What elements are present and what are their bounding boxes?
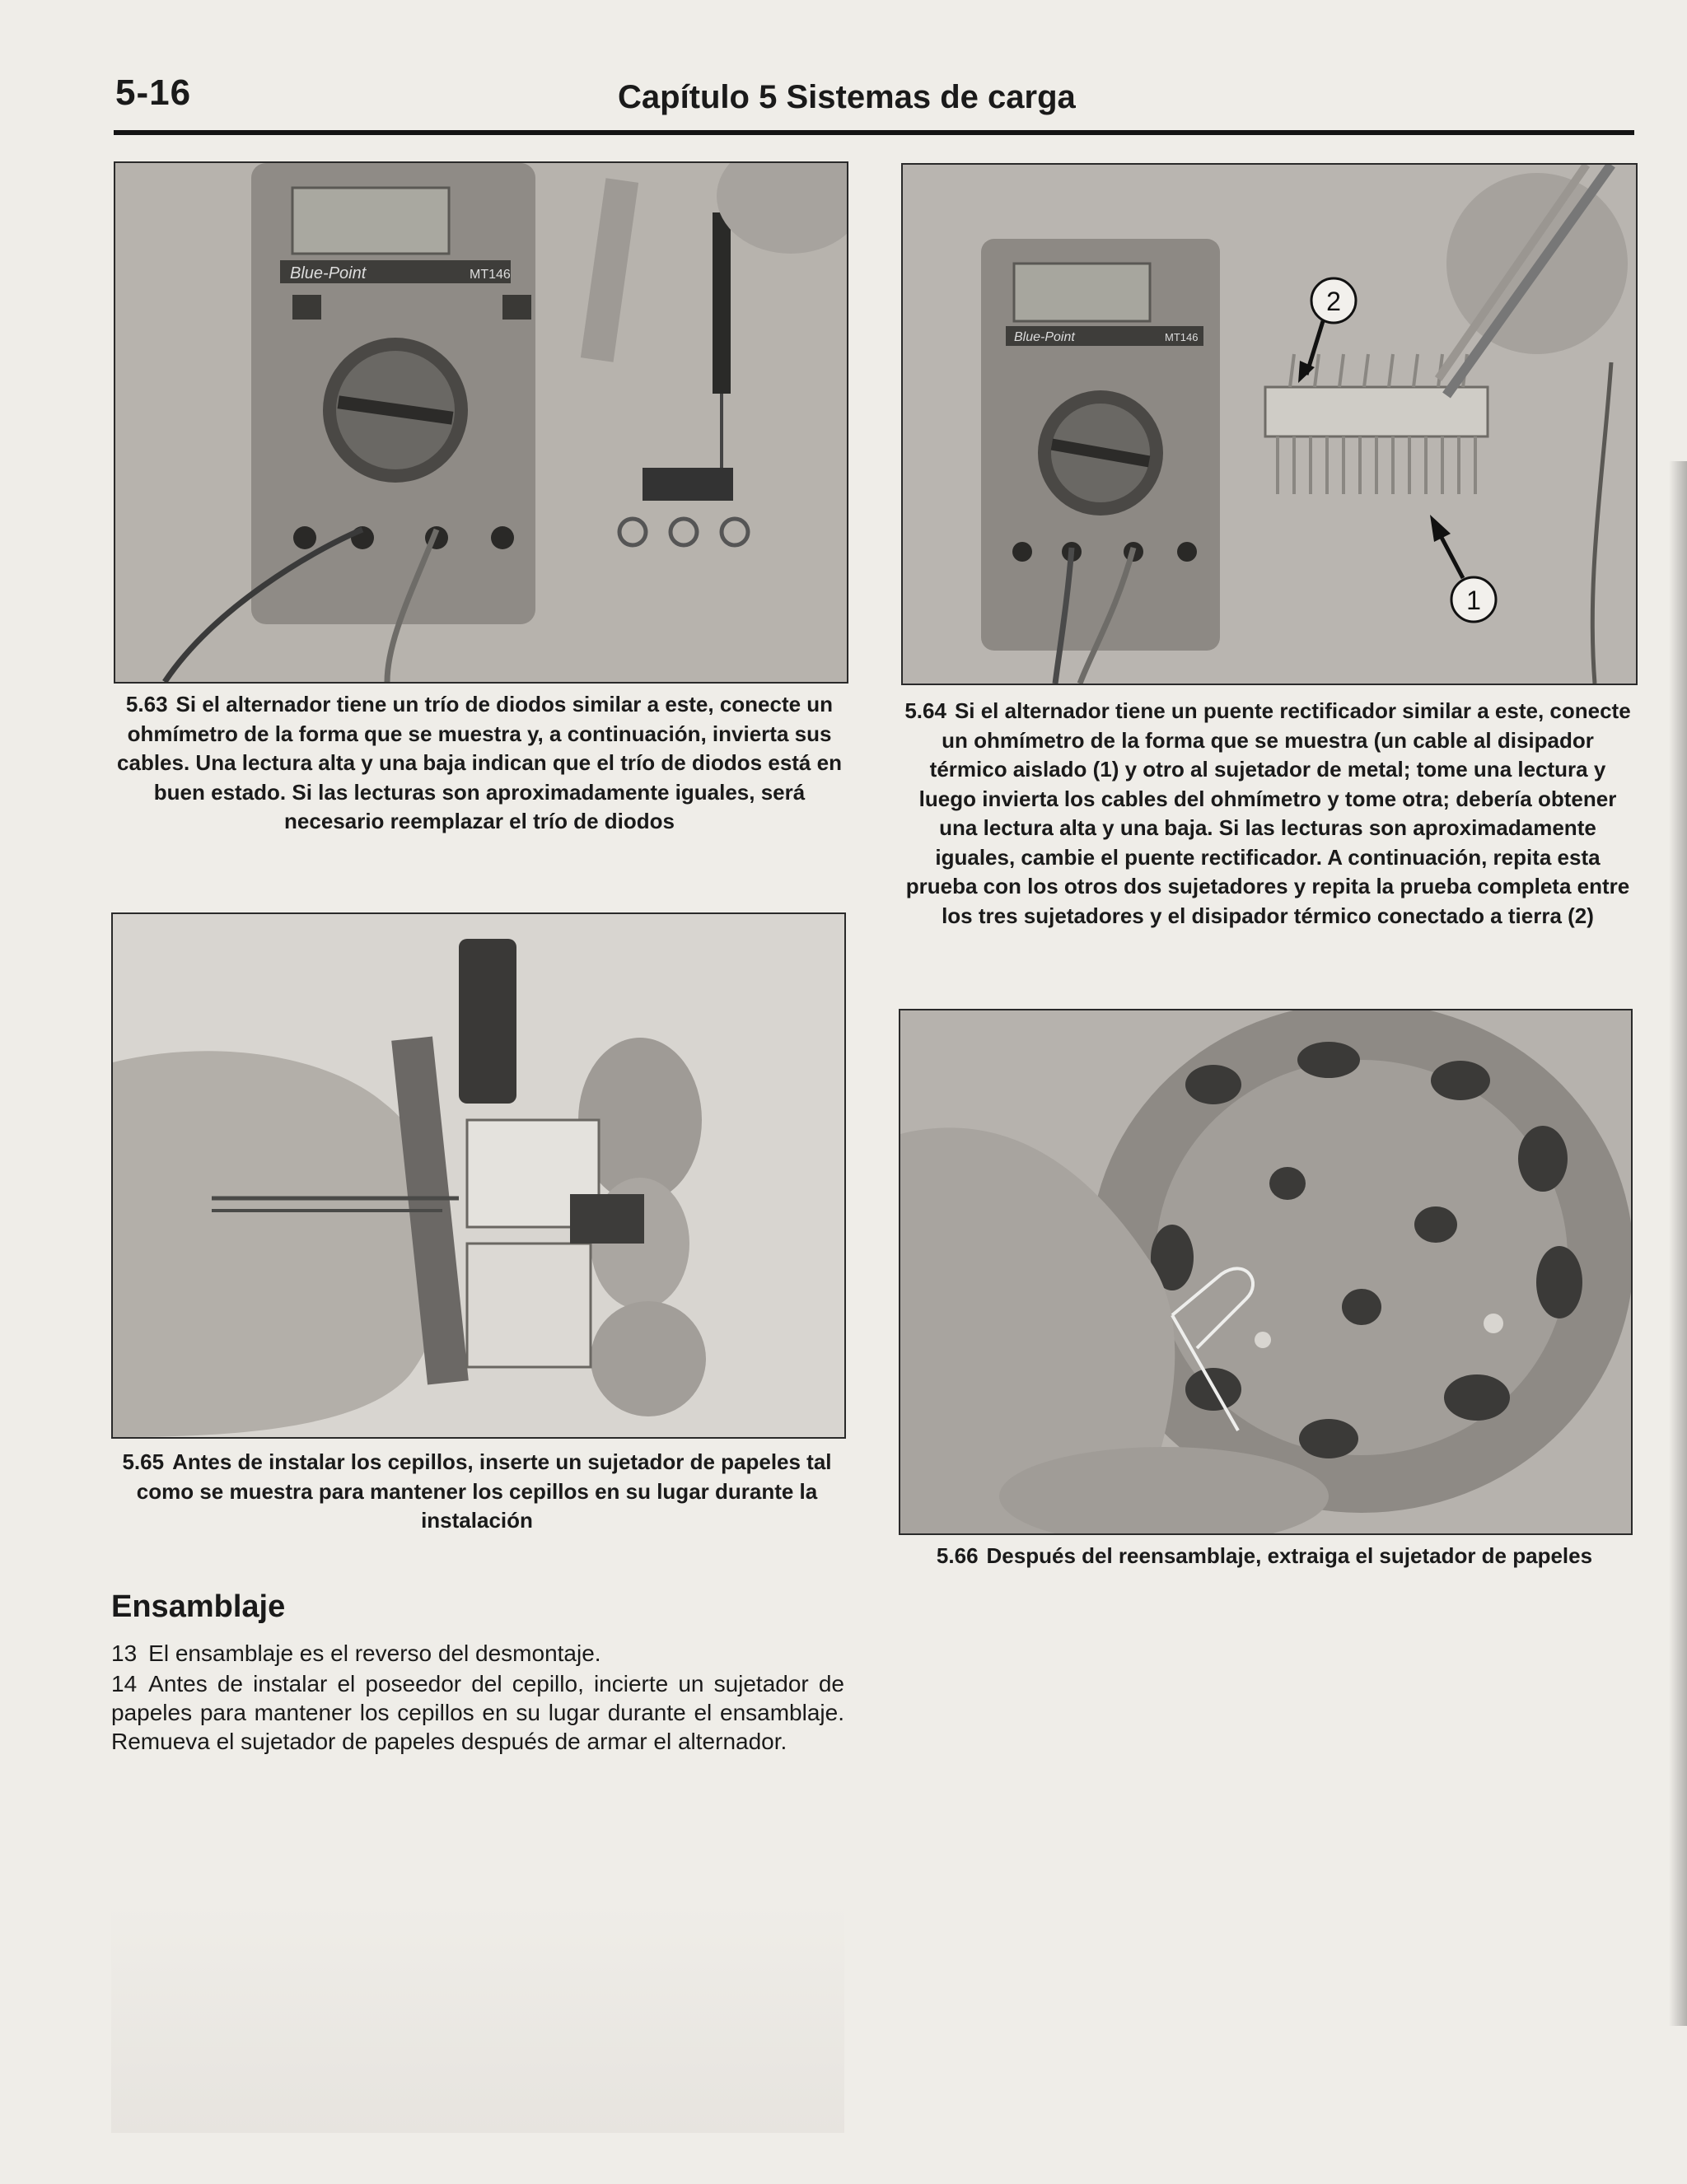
figure-5-65-photo [111,912,846,1439]
figure-5-64-caption [901,697,1634,931]
section-heading: Ensamblaje [111,1589,286,1624]
callout-1-label: 1 [1466,586,1481,615]
figure-number: 5.64 [904,698,946,723]
paragraph-number: 14 [111,1671,138,1696]
figure-number: 5.66 [936,1543,979,1568]
paragraph-number: 13 [111,1640,138,1666]
meter-brand-label: Blue-Point [1014,330,1075,344]
caption-text: Si el alternador tiene un puente rectificador similar a este, conecte un ohmímetro de la forma que se muestra (un cable al disipador térmico aislado (1) y otro al sujetador de metal; tome una lectura y luego invierta los cables del ohmímetro y tome otra; debería obtener una lectura alta y una baja. Si las lecturas son aproximadamente iguales, cambie el puente rectificador. A continuación, repita esta prueba con los otros dos sujetadores y repita la prueba completa entre los tres sujetadores y el disipador térmico conectado a tierra (2) [905,698,1631,928]
figure-5-65-caption [111,1448,843,1536]
meter-brand-label: Blue-Point [290,264,367,282]
paragraph-14 [111,1669,844,1756]
callout-2-label: 2 [1326,287,1341,316]
page-edge-shadow [1669,461,1687,2026]
figure-5-63-caption [114,690,845,837]
meter-model-label: MT146 [470,268,511,282]
page-number: 5-16 [115,72,192,113]
paragraph-13 [111,1639,844,1668]
running-header: Capítulo 5 Sistemas de carga [618,79,1076,115]
figure-5-66-photo [899,1009,1633,1535]
caption-text: Si el alternador tiene un trío de diodos similar a este, conecte un ohmímetro de la forma que se muestra y, a continuación, invierta sus cables. Una lectura alta y una baja indican que el trío de diodos está en buen estado. Si las lecturas son aproximadamente iguales, será necesario reemplazar el trío de diodos [117,692,842,833]
figure-number: 5.63 [125,692,168,716]
figure-number: 5.65 [122,1449,165,1474]
paragraph-text: El ensamblaje es el reverso del desmontaje. [148,1640,601,1666]
figure-5-66-caption [914,1542,1615,1571]
caption-text: Después del reensamblaje, extraiga el sujetador de papeles [986,1543,1593,1568]
faded-bleed-through-area [111,1902,844,2133]
figure-5-63-photo [114,161,848,684]
caption-text: Antes de instalar los cepillos, inserte un sujetador de papeles tal como se muestra para mantener los cepillos en su lugar durante la instalación [136,1449,832,1533]
header-rule [114,130,1634,135]
paragraph-text: Antes de instalar el poseedor del cepillo, incierte un sujetador de papeles para mantener los cepillos en su lugar durante el ensamblaje. Remueva el sujetador de papeles después de armar el alternador. [111,1671,844,1754]
figure-5-64-photo [901,163,1638,685]
meter-model-label: MT146 [1165,331,1199,343]
